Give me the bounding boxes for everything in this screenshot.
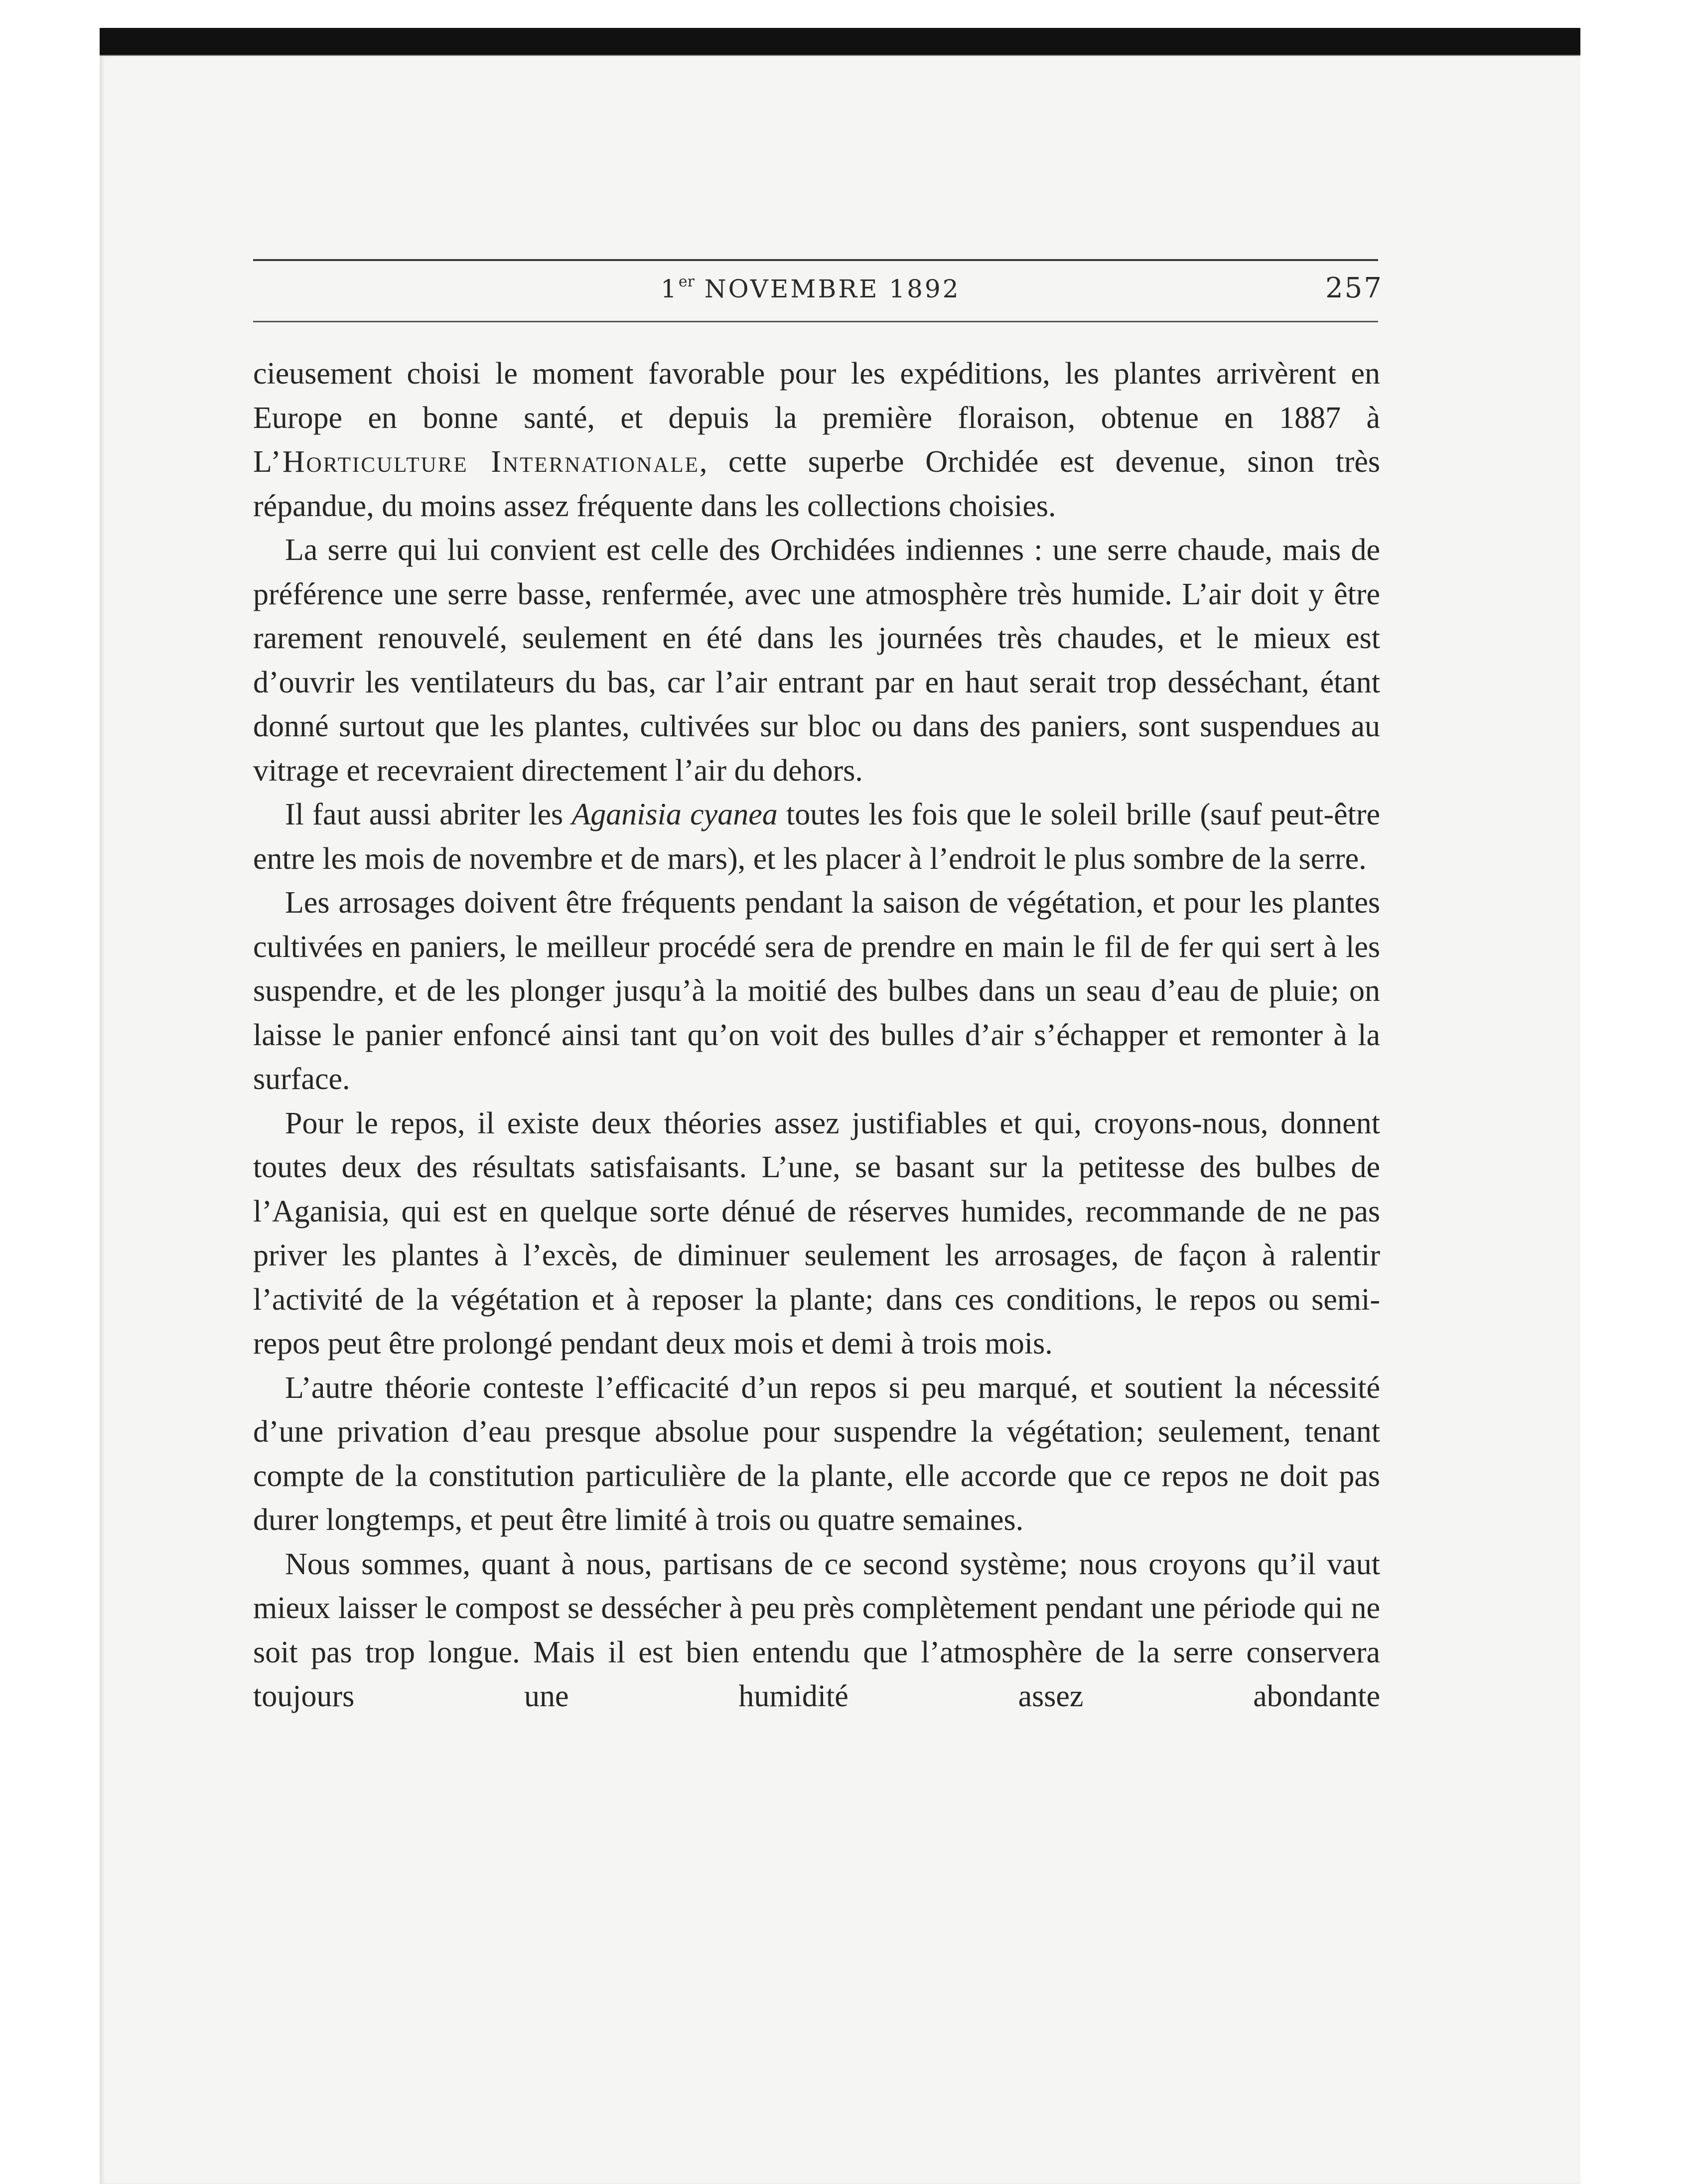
paragraph-1-end: , cette superbe Orchidée est devenue, sinon très répandue, du moins assez fréquente dans les collections choisies. [253,445,1380,523]
paragraph-3-start: Il faut aussi abriter les [285,798,563,831]
paragraph-2: La serre qui lui convient est celle des Orchidées indiennes : une serre chaude, mais de préférence une serre basse, renfermée, avec une atmosphère très humide. L’air doit y être rarement renouvelé, seulement en été dans les journées très chaudes, et le mieux est d’ouvrir les ventilateurs du bas, car l’air entrant par en haut serait trop desséchant, étant donné surtout que les plantes, cultivées sur bloc ou dans des paniers, sont suspendues au vitrage et recevraient directement l’air du dehors. [253,533,1380,788]
running-head-ordinal: 1 [661,274,679,303]
header-rule-bottom [253,321,1378,322]
paragraph-4: Les arrosages doivent être fréquents pendant la saison de végétation, et pour les plantes cultivées en paniers, le meilleur procédé sera de prendre en main le fil de fer qui sert à les suspendre, et de les plonger jusqu’à la moitié des bulbes dans un seau d’eau de pluie; on laisse le panier enfoncé ainsi tant qu’on voit des bulles d’air s’échapper et remonter à la surface. [253,886,1380,1096]
paragraph-7: Nous sommes, quant à nous, partisans de ce second système; nous croyons qu’il vaut mieux laisser le compost se dessécher à peu près complètement pendant une période qui ne soit pas trop longue. Mais il est bien entendu que l’atmosphère de la serre conservera toujours une humidité assez abondante [253,1547,1380,1713]
paragraph-5: Pour le repos, il existe deux théories assez justifiables et qui, croyons-nous, donnent toutes deux des résultats satisfaisants. L’une, se basant sur la petitesse des bulbes de l’Aganisia, qui est en quelque sorte dénué de réserves humides, recommande de ne pas priver les plantes à l’excès, de diminuer seulement les arrosages, de façon à ralentir l’activité de la végétation et à reposer la plante; dans ces conditions, le repos ou semi-repos peut être prolongé pendant deux mois et demi à trois mois. [253,1106,1380,1361]
paragraph-1 [253,352,1380,528]
body-text [253,352,1380,1719]
paragraph-3-end: toutes les fois que le soleil brille (sauf peut-être entre les mois de novembre et de mars), et les placer à l’endroit le plus sombre de la serre. [253,798,1381,876]
running-head [661,273,961,303]
running-head-date: NOVEMBRE 1892 [704,274,961,303]
paragraph-3-species: Aganisia cyanea [571,798,778,831]
paragraph-3 [253,793,1380,881]
paragraph-6: L’autre théorie conteste l’efficacité d’un repos si peu marqué, et soutient la nécessité d’une privation d’eau presque absolue pour suspendre la végétation; seulement, tenant compte de la constitution particulière de la plante, elle accorde que ce repos ne doit pas durer longtemps, et peut être limité à trois ou quatre semaines. [253,1370,1380,1537]
header-rule-top [253,259,1378,261]
running-head-superscript: er [678,273,695,290]
page-number: 257 [1325,272,1383,304]
scanner-edge-strip [100,28,1580,58]
paragraph-1-institution: L’Horticulture Internationale [253,445,700,479]
paragraph-1-text: cieusement choisi le moment favorable pour les expéditions, les plantes arrivèrent en Europe en bonne santé, et depuis la première floraison, obtenue en 1887 à [253,357,1380,435]
